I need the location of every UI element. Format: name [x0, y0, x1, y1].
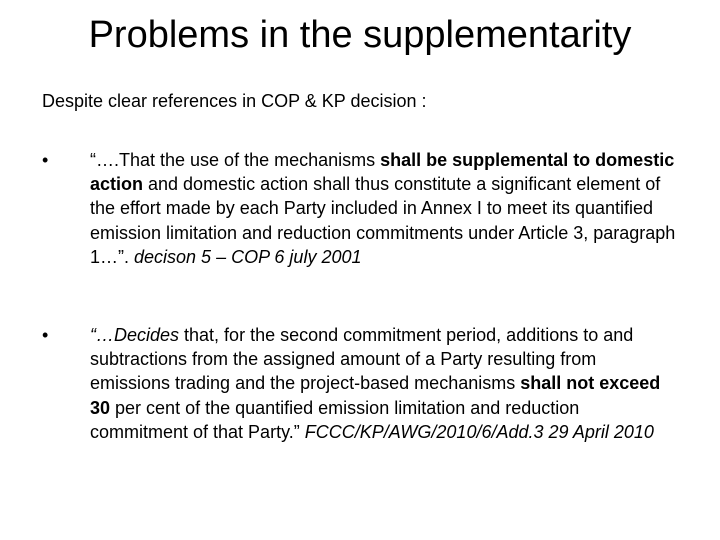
bullet-2-citation: FCCC/KP/AWG/2010/6/Add.3 29 April 2010: [304, 421, 654, 442]
bullet-2-quote-body: that, for the second commitment period, additions to and subtractions from the assigned amount of a Party resulting from emissions trading and the project-based mechanisms: [90, 325, 634, 394]
bullet-1-quote-body: and domestic action shall thus constitute a significant element of the effort made by each Party included in Annex I to meet its quantified emission limitation and reduction commitments under Article 3, paragraph 1…”.: [90, 174, 676, 267]
bullet-2-quote-start: “…Decides: [90, 325, 180, 345]
intro-text: Despite clear references in COP & KP decision :: [42, 91, 427, 111]
bullet-marker: •: [42, 325, 49, 345]
bullet-text-1: [90, 148, 680, 269]
bullet-text-2: [90, 323, 680, 444]
bullet-1-bold-phrase: shall be supplemental to domestic action: [90, 150, 675, 195]
bullet-1-citation: decison 5 – COP 6 july 2001: [134, 246, 362, 267]
bullet-1-quote-start: “….That the use of the mechanisms: [90, 150, 381, 170]
bullet-2-bold-phrase: shall not exceed 30: [90, 373, 661, 418]
bullet-marker: •: [42, 150, 49, 170]
slide-title: Problems in the supplementarity: [88, 14, 632, 56]
bullet-2-quote-end: per cent of the quantified emission limitation and reduction commitment of that Party.”: [90, 397, 580, 442]
